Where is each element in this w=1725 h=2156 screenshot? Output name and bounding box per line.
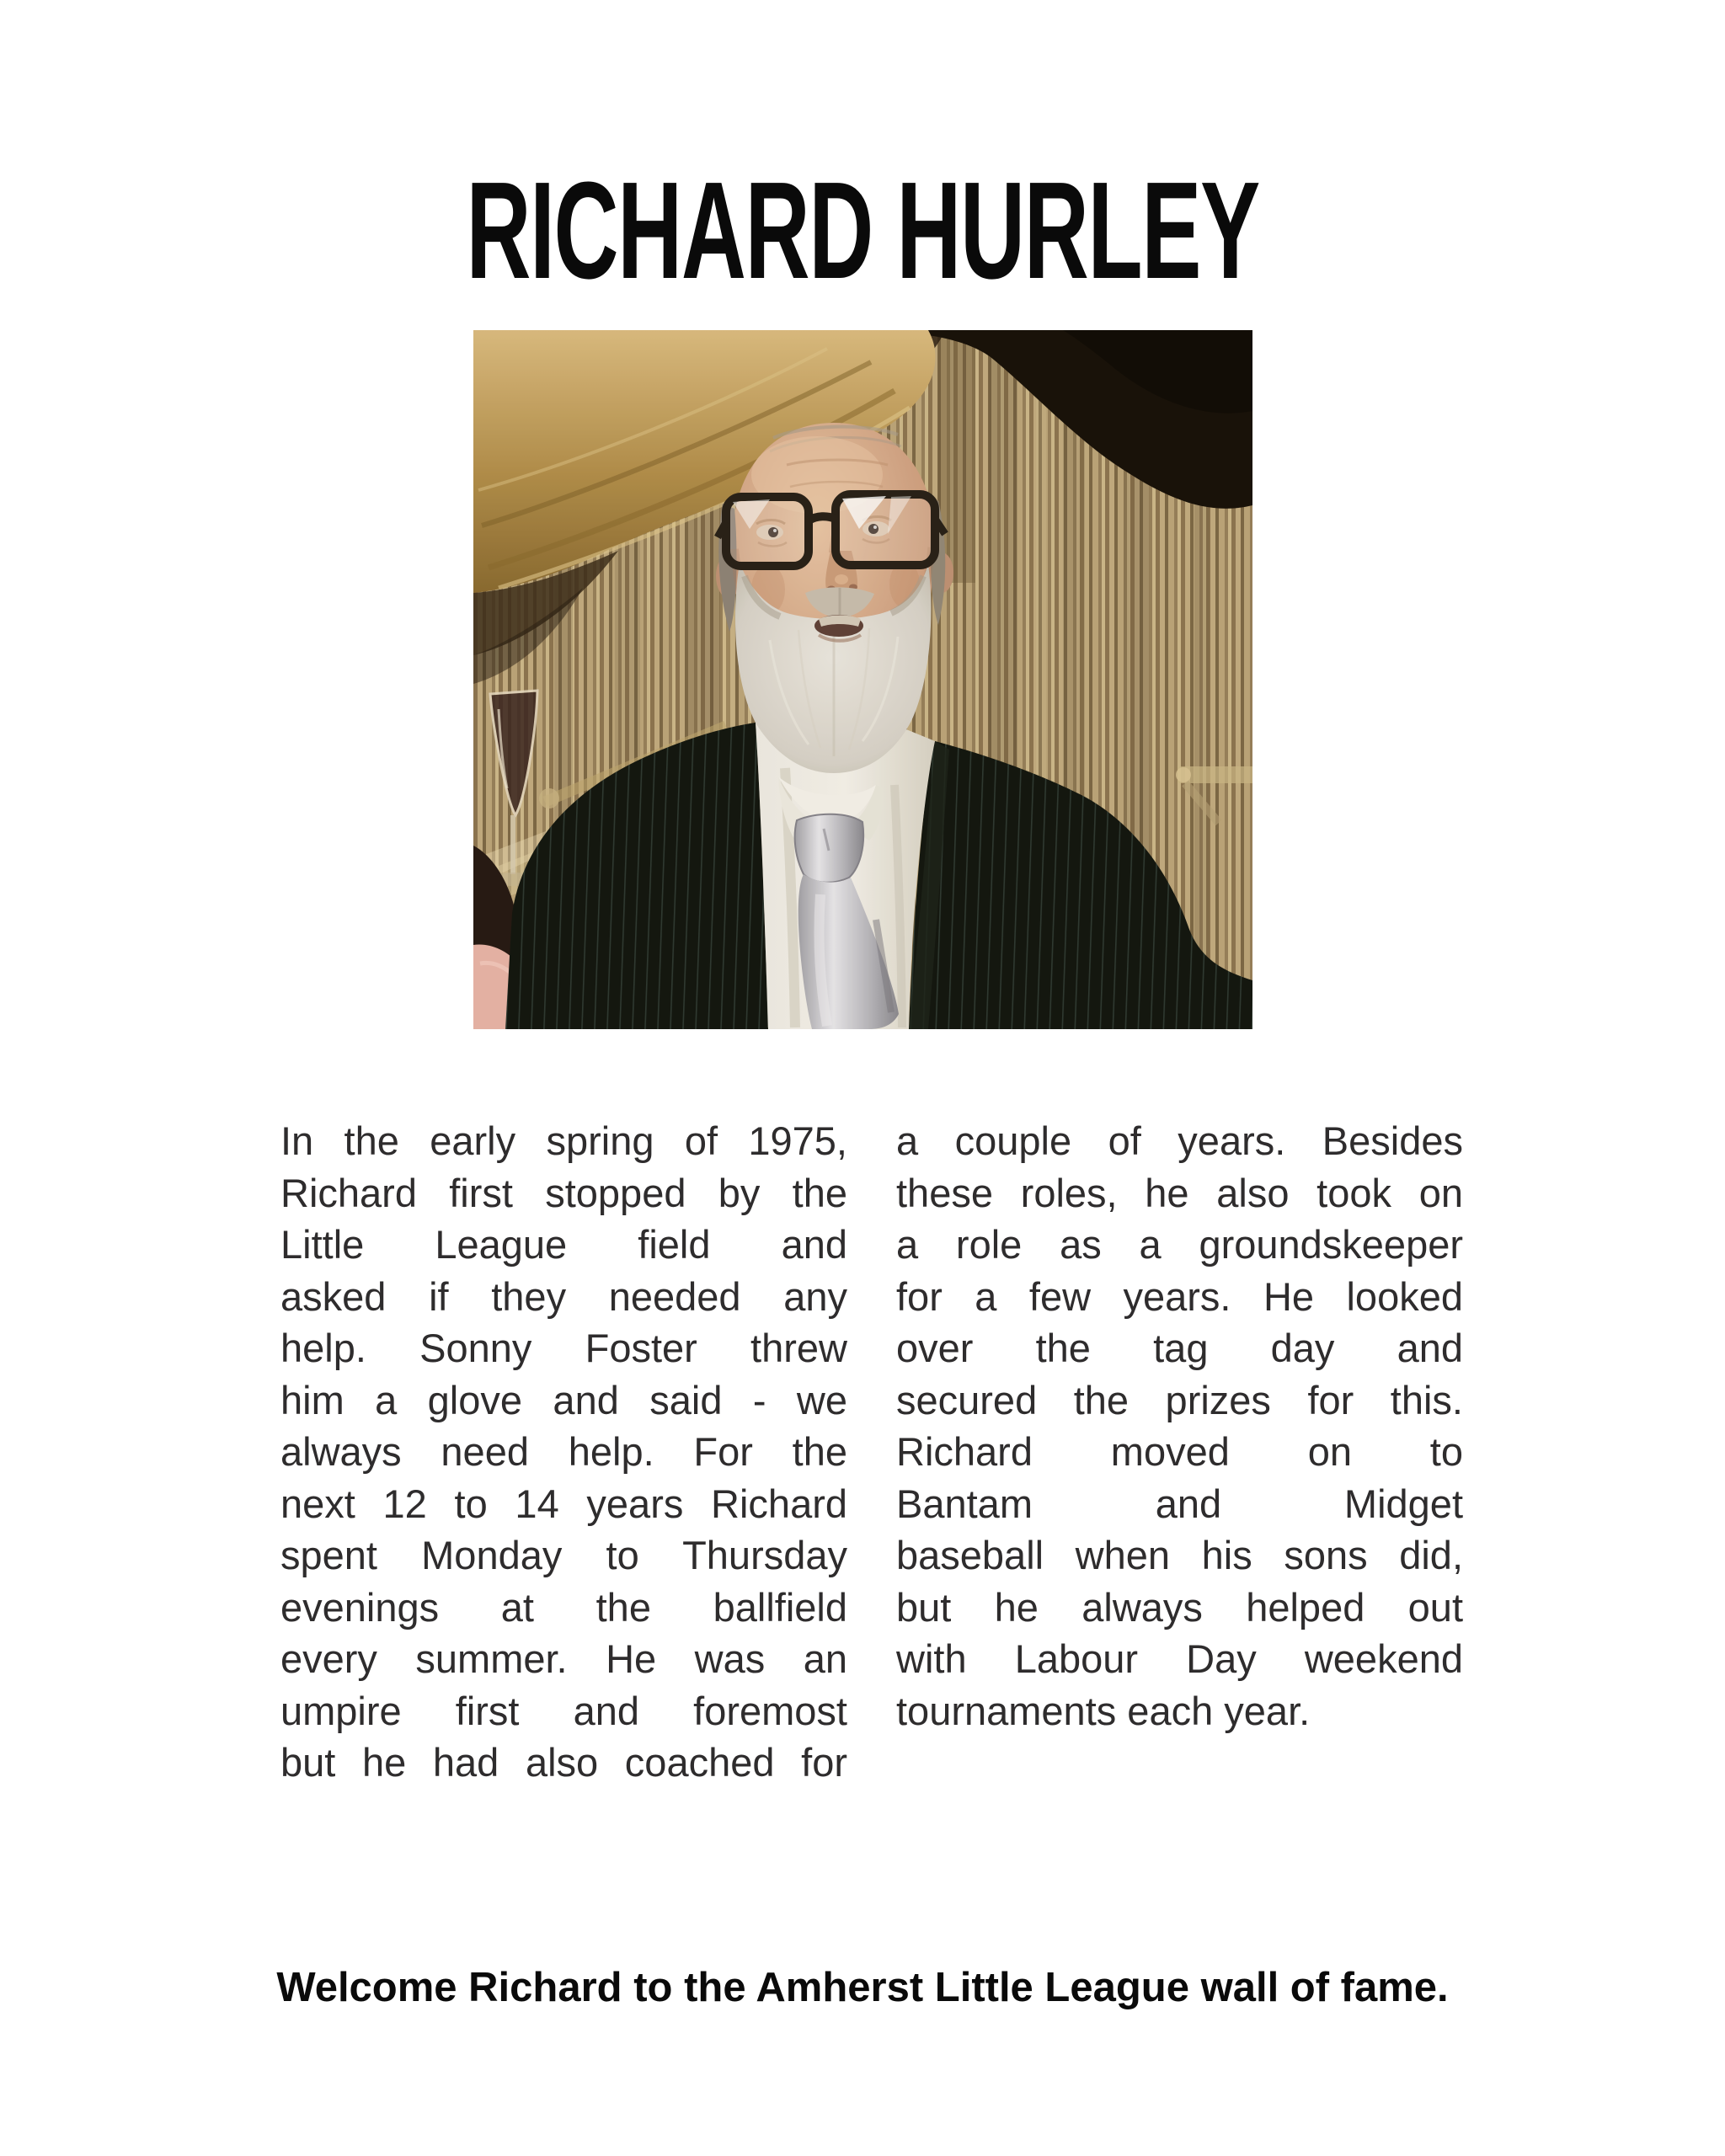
text-line: every summer. He was an: [280, 1636, 847, 1681]
text-line: next 12 to 14 years Richard: [280, 1481, 847, 1526]
article-column-left: [280, 1115, 847, 1789]
text-line: Richard first stopped by the: [280, 1170, 847, 1215]
page-title: [0, 153, 1725, 307]
text-line: a couple of years. Besides: [896, 1118, 1463, 1163]
text-line: secured the prizes for this.: [896, 1377, 1463, 1422]
sepia-overlay: [473, 330, 1252, 1029]
text-line: Little League field and: [280, 1222, 847, 1267]
text-line: always need help. For the: [280, 1429, 847, 1474]
text-line: umpire first and foremost: [280, 1688, 847, 1733]
text-line: asked if they needed any: [280, 1273, 847, 1319]
text-line: tournaments each year.: [896, 1688, 1311, 1733]
footer-text: Welcome Richard to the Amherst Little League wall of fame.: [276, 1965, 1449, 2010]
portrait-photo-illustration: [473, 330, 1252, 1029]
text-line: evenings at the ballfield: [280, 1584, 847, 1630]
text-line: with Labour Day weekend: [896, 1636, 1463, 1681]
article-column-right: [896, 1115, 1463, 1789]
text-line: but he always helped out: [896, 1584, 1463, 1630]
text-line: Richard moved on to: [896, 1429, 1463, 1474]
text-line: Bantam and Midget: [896, 1481, 1463, 1526]
text-line: a role as a groundskeeper: [896, 1222, 1463, 1267]
text-line: spent Monday to Thursday: [280, 1533, 847, 1577]
text-line: In the early spring of 1975,: [280, 1118, 847, 1163]
text-line: these roles, he also took on: [896, 1170, 1463, 1215]
text-line: over the tag day and: [896, 1326, 1463, 1370]
text-line: him a glove and said - we: [280, 1377, 847, 1422]
page-title-text: RICHARD HURLEY: [466, 153, 1259, 307]
text-line: baseball when his sons did,: [896, 1533, 1463, 1577]
text-line: but he had also coached for: [280, 1740, 847, 1785]
text-line: for a few years. He looked: [896, 1273, 1463, 1319]
text-line: help. Sonny Foster threw: [280, 1326, 847, 1370]
article-body: [280, 1115, 1463, 1789]
portrait-photo: [473, 330, 1252, 1029]
